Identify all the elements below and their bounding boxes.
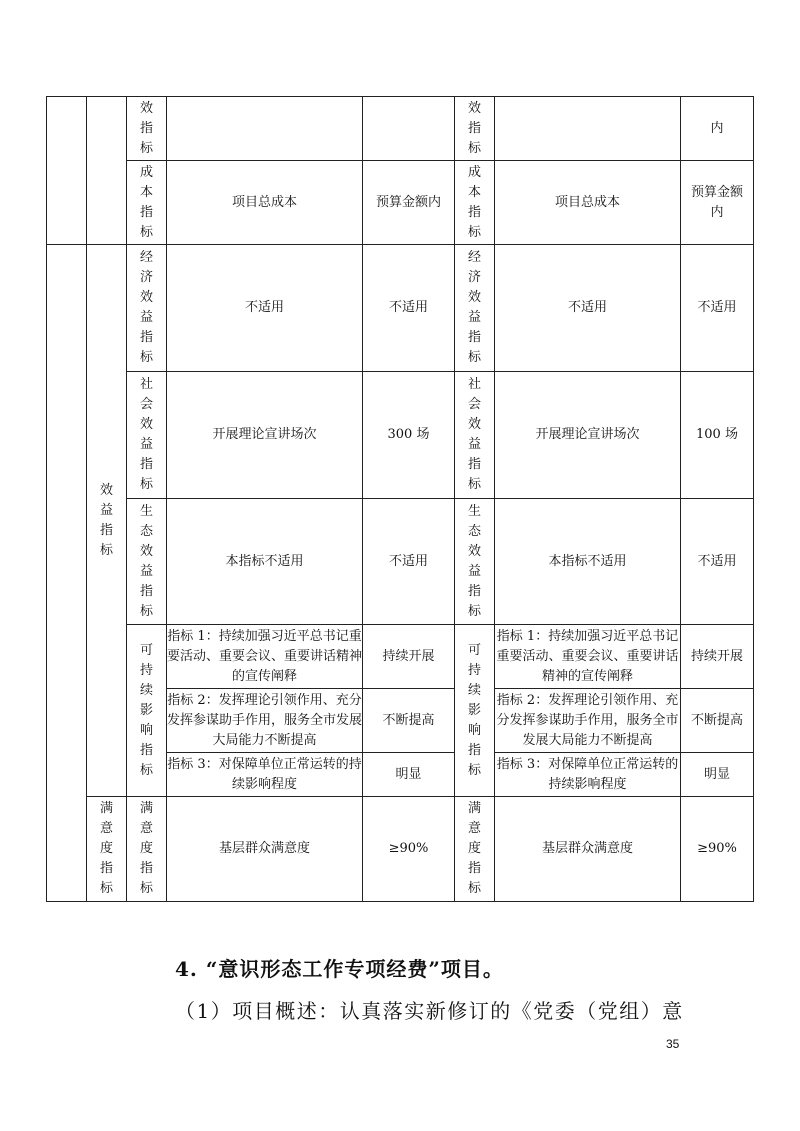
indicator-cell xyxy=(495,97,681,161)
indicator-cell xyxy=(167,97,363,161)
value-cell: 100 场 xyxy=(681,372,754,499)
indicator-cell: 项目总成本 xyxy=(167,161,363,245)
value-cell: 不断提高 xyxy=(363,689,455,753)
cat3-cell: 效 指 标 xyxy=(455,97,495,161)
body-paragraph: （1）项目概述：认真落实新修订的《党委（党组）意 xyxy=(175,999,684,1023)
cat3-cell: 经 济 效 益 指 标 xyxy=(455,245,495,372)
cat3-cell: 经 济 效 益 指 标 xyxy=(127,245,167,372)
indicator-cell: 本指标不适用 xyxy=(167,499,363,625)
value-cell: 不适用 xyxy=(363,245,455,372)
value-cell: ≥90% xyxy=(681,797,754,902)
table-row xyxy=(47,97,754,161)
cat3-cell: 生 态 效 益 指 标 xyxy=(127,499,167,625)
value-cell: 不断提高 xyxy=(681,689,754,753)
page-number: 35 xyxy=(666,1037,680,1051)
indicator-cell: 指标 1：持续加强习近平总书记重要活动、重要会议、重要讲话精神的宣传阐释 xyxy=(167,625,363,689)
value-cell xyxy=(363,97,455,161)
cat1-cell xyxy=(47,245,87,902)
cat3-cell: 社 会 效 益 指 标 xyxy=(455,372,495,499)
value-cell: 明显 xyxy=(363,753,455,797)
value-cell: 不适用 xyxy=(363,499,455,625)
cat3-cell: 成 本 指 标 xyxy=(127,161,167,245)
cat3-cell: 满 意 度 指 标 xyxy=(127,797,167,902)
value-cell: 不适用 xyxy=(681,499,754,625)
section-heading: 4. “意识形态工作专项经费”项目。 xyxy=(175,957,504,981)
indicator-cell: 开展理论宣讲场次 xyxy=(167,372,363,499)
indicator-cell: 本指标不适用 xyxy=(495,499,681,625)
value-cell: ≥90% xyxy=(363,797,455,902)
indicator-cell: 指标 2：发挥理论引领作用、充分发挥参谋助手作用，服务全市发展大局能力不断提高 xyxy=(495,689,681,753)
table-row xyxy=(47,161,754,245)
value-cell: 内 xyxy=(681,97,754,161)
indicator-cell: 指标 3：对保障单位正常运转的持续影响程度 xyxy=(167,753,363,797)
cat2-cell: 效 益 指 标 xyxy=(87,245,127,797)
indicator-cell: 不适用 xyxy=(495,245,681,372)
indicator-cell: 不适用 xyxy=(167,245,363,372)
value-cell: 预算金额 内 xyxy=(681,161,754,245)
cat2-cell: 满 意 度 指 标 xyxy=(87,797,127,902)
indicator-cell: 项目总成本 xyxy=(495,161,681,245)
cat3-cell: 可 持 续 影 响 指 标 xyxy=(455,625,495,797)
indicator-cell: 基层群众满意度 xyxy=(495,797,681,902)
value-cell: 预算金额内 xyxy=(363,161,455,245)
indicator-cell: 指标 3：对保障单位正常运转的持续影响程度 xyxy=(495,753,681,797)
value-cell: 明显 xyxy=(681,753,754,797)
cat3-cell: 效 指 标 xyxy=(127,97,167,161)
value-cell: 持续开展 xyxy=(681,625,754,689)
indicator-cell: 指标 2：发挥理论引领作用、充分发挥参谋助手作用，服务全市发展大局能力不断提高 xyxy=(167,689,363,753)
table-row xyxy=(47,499,754,625)
cat3-cell: 满 意 度 指 标 xyxy=(455,797,495,902)
table-row xyxy=(47,372,754,499)
cat1-cell xyxy=(47,97,87,245)
table-row xyxy=(47,625,754,689)
value-cell: 300 场 xyxy=(363,372,455,499)
indicator-cell: 开展理论宣讲场次 xyxy=(495,372,681,499)
cat3-cell: 生 态 效 益 指 标 xyxy=(455,499,495,625)
indicator-cell: 基层群众满意度 xyxy=(167,797,363,902)
cat3-cell: 成 本 指 标 xyxy=(455,161,495,245)
performance-table xyxy=(46,96,754,902)
cat3-cell: 可 持 续 影 响 指 标 xyxy=(127,625,167,797)
cat2-cell xyxy=(87,97,127,245)
value-cell: 不适用 xyxy=(681,245,754,372)
table-row xyxy=(47,245,754,372)
indicator-cell: 指标 1：持续加强习近平总书记重要活动、重要会议、重要讲话精神的宣传阐释 xyxy=(495,625,681,689)
table-row xyxy=(47,797,754,902)
value-cell: 持续开展 xyxy=(363,625,455,689)
cat3-cell: 社 会 效 益 指 标 xyxy=(127,372,167,499)
